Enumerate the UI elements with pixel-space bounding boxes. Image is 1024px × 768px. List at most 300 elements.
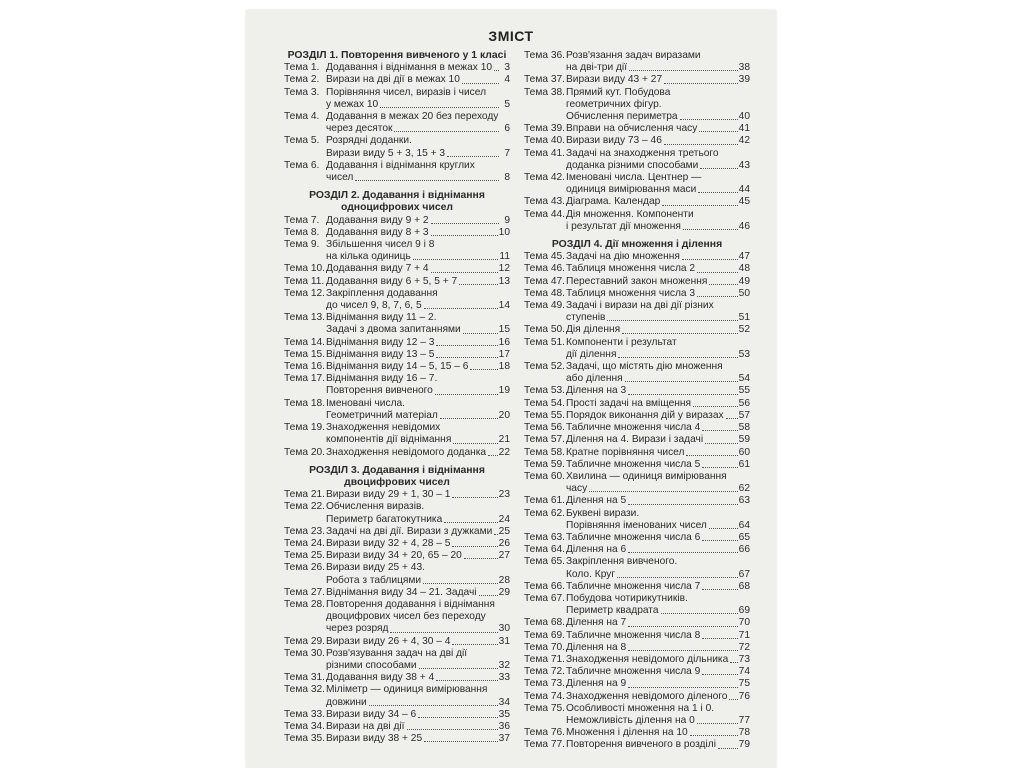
topic-title: Розрядні доданки. <box>326 135 412 147</box>
toc-entry <box>524 593 750 617</box>
topic-title: Вирази виду 29 + 1, 30 – 1 <box>326 489 451 501</box>
section-heading: РОЗДІЛ 4. Дії множення і ділення <box>551 239 723 251</box>
toc-entry <box>524 251 750 263</box>
toc-entry <box>284 422 510 446</box>
topic-number: Тема 39. <box>524 123 565 135</box>
page-number: 47 <box>738 251 750 263</box>
page-number: 22 <box>498 446 510 458</box>
leader-dots <box>431 235 498 236</box>
toc-entry <box>524 196 750 208</box>
topic-number: Тема 33. <box>284 708 325 720</box>
toc-entry <box>284 373 510 397</box>
page-number: 74 <box>738 666 750 678</box>
leader-dots <box>488 455 498 456</box>
topic-number: Тема 43. <box>524 196 565 208</box>
topic-title: Додавання виду 7 + 4 <box>326 263 429 275</box>
topic-title: Вирази виду 32 + 4, 28 – 5 <box>326 537 451 549</box>
toc-entry <box>524 556 750 580</box>
topic-number: Тема 1. <box>284 62 320 74</box>
topic-title: Збільшення чисел 9 і 8 <box>326 239 435 251</box>
topic-number: Тема 45. <box>524 251 565 263</box>
topic-number: Тема 62. <box>524 507 565 519</box>
leader-dots <box>444 522 497 523</box>
topic-title: Задачі з двома запитаннями <box>326 324 461 336</box>
page-number: 34 <box>498 696 510 708</box>
leader-dots <box>435 394 498 395</box>
topic-title: Обчислення периметра <box>566 111 678 123</box>
topic-number: Тема 6. <box>284 159 320 171</box>
topic-title: Табличне множення числа 9 <box>566 666 701 678</box>
topic-title: Прямий кут. Побудова <box>566 86 671 98</box>
toc-entry <box>524 691 750 703</box>
page-number: 51 <box>738 312 750 324</box>
page-number: 37 <box>498 733 510 745</box>
section-heading: РОЗДІЛ 2. Додавання і віднімання одноцифрових чисел <box>309 190 485 214</box>
leader-dots <box>709 284 737 285</box>
toc-entry <box>284 337 510 349</box>
topic-title: Периметр квадрата <box>566 605 659 617</box>
leader-dots <box>729 699 737 700</box>
page-number: 18 <box>498 361 510 373</box>
topic-title: Закріплення вивченого. <box>566 556 678 568</box>
topic-title: двоцифрових чисел без переходу <box>326 611 486 623</box>
topic-title: Задачі, що містять дію множення <box>566 361 723 373</box>
topic-number: Тема 68. <box>524 617 565 629</box>
leader-dots <box>452 644 497 645</box>
page-number: 72 <box>738 641 750 653</box>
topic-number: Тема 25. <box>284 550 325 562</box>
page-number: 70 <box>738 617 750 629</box>
topic-title: чисел <box>326 172 354 184</box>
topic-title: Іменовані числа. <box>326 397 406 409</box>
topic-title: Прості задачі на вміщення <box>566 397 692 409</box>
leader-dots <box>700 168 737 169</box>
topic-title: Вирази виду 25 + 43. <box>326 562 425 574</box>
topic-title: Вирази виду 38 + 25 <box>326 733 423 745</box>
toc-entry <box>524 337 750 361</box>
topic-number: Тема 10. <box>284 263 325 275</box>
page-title: ЗМІСТ <box>488 28 534 44</box>
page-number: 26 <box>498 537 510 549</box>
leader-dots <box>693 406 738 407</box>
page-number: 7 <box>504 147 510 159</box>
page-number: 38 <box>738 62 750 74</box>
topic-title: Табличне множення числа 6 <box>566 531 701 543</box>
topic-title: Знаходження невідомого доданка <box>326 446 487 458</box>
page-number: 8 <box>504 172 510 184</box>
toc-entry <box>524 654 750 666</box>
page-number: 49 <box>738 275 750 287</box>
leader-dots <box>459 284 498 285</box>
topic-number: Тема 5. <box>284 135 320 147</box>
page-number: 9 <box>504 214 510 226</box>
toc-entry <box>284 721 510 733</box>
toc-entry <box>284 648 510 672</box>
topic-number: Тема 31. <box>284 672 325 684</box>
topic-title: Неможливість ділення на 0 <box>566 714 695 726</box>
page-number: 4 <box>504 74 510 86</box>
leader-dots <box>662 205 737 206</box>
toc-entry <box>284 684 510 708</box>
topic-title: Додавання в межах 20 без переходу <box>326 111 499 123</box>
toc-entry <box>524 544 750 556</box>
topic-number: Тема 51. <box>524 336 565 348</box>
leader-dots <box>390 632 497 633</box>
leader-dots <box>628 552 737 553</box>
leader-dots <box>702 540 737 541</box>
page-number: 77 <box>738 714 750 726</box>
page-number: 13 <box>498 275 510 287</box>
topic-number: Тема 61. <box>524 495 565 507</box>
leader-dots <box>686 455 737 456</box>
topic-number: Тема 46. <box>524 263 565 275</box>
leader-dots <box>705 443 738 444</box>
topic-title: Задачі на дію множення <box>566 251 680 263</box>
toc-entry <box>524 471 750 495</box>
page-number: 78 <box>738 727 750 739</box>
topic-number: Тема 64. <box>524 544 565 556</box>
topic-title: Кратне порівняння чисел <box>566 446 685 458</box>
leader-dots <box>697 272 738 273</box>
section-heading: РОЗДІЛ 3. Додавання і віднімання двоцифрових чисел <box>309 464 485 488</box>
leader-dots <box>702 467 737 468</box>
topic-title: Таблиця множення числа 2 <box>566 263 696 275</box>
topic-title: на дві-три дії <box>566 62 628 74</box>
toc-entry <box>524 74 750 86</box>
leader-dots <box>726 418 738 419</box>
toc-entry <box>524 739 750 751</box>
toc-entry <box>524 703 750 727</box>
leader-dots <box>453 443 497 444</box>
leader-dots <box>702 674 737 675</box>
leader-dots <box>680 119 738 120</box>
toc-entry <box>524 361 750 385</box>
page-number: 14 <box>498 300 510 312</box>
topic-number: Тема 12. <box>284 287 325 299</box>
topic-number: Тема 9. <box>284 239 320 251</box>
page-number: 40 <box>738 111 750 123</box>
toc-entry <box>284 709 510 721</box>
topic-title: Робота з таблицями <box>326 574 422 586</box>
page-number: 42 <box>738 135 750 147</box>
leader-dots <box>452 546 497 547</box>
toc-entry <box>524 300 750 324</box>
toc-entry <box>284 215 510 227</box>
leader-dots <box>683 229 738 230</box>
toc-entry <box>284 111 510 135</box>
topic-number: Тема 54. <box>524 397 565 409</box>
topic-title: Побудова чотирикутників. <box>566 592 688 604</box>
topic-number: Тема 69. <box>524 629 565 641</box>
topic-title: у межах 10 <box>326 98 379 110</box>
toc-entry <box>284 526 510 538</box>
topic-number: Тема 65. <box>524 556 565 568</box>
toc-entry <box>284 239 510 263</box>
leader-dots <box>418 717 497 718</box>
toc-entry <box>524 276 750 288</box>
page-number: 48 <box>738 263 750 275</box>
topic-number: Тема 47. <box>524 275 565 287</box>
leader-dots <box>462 83 499 84</box>
leader-dots <box>369 705 498 706</box>
toc-entry <box>284 636 510 648</box>
topic-number: Тема 57. <box>524 434 565 446</box>
topic-number: Тема 7. <box>284 214 320 226</box>
page-number: 16 <box>498 336 510 348</box>
page-number: 66 <box>738 544 750 556</box>
topic-title: Додавання виду 38 + 4 <box>326 672 435 684</box>
page-number: 10 <box>498 226 510 238</box>
topic-title: доданка різними способами <box>566 159 699 171</box>
page-number: 63 <box>738 495 750 507</box>
topic-title: Переставний закон множення <box>566 275 708 287</box>
topic-title: Повторення вивченого в розділі <box>566 739 716 751</box>
topic-title: Вирази на дві дії в межах 10 <box>326 74 460 86</box>
page-number: 60 <box>738 446 750 458</box>
toc-entry <box>284 62 510 74</box>
toc-column-right <box>524 50 750 752</box>
page-number: 58 <box>738 422 750 434</box>
topic-number: Тема 18. <box>284 397 325 409</box>
toc-entry <box>284 733 510 745</box>
page-number: 46 <box>738 220 750 232</box>
topic-title: Задачі на дві дії. Вирази з дужками <box>326 525 493 537</box>
leader-dots <box>628 687 737 688</box>
page-number: 54 <box>738 373 750 385</box>
leader-dots <box>618 357 737 358</box>
topic-number: Тема 60. <box>524 470 565 482</box>
toc-entry <box>284 398 510 422</box>
toc-entry <box>524 617 750 629</box>
page-number: 6 <box>504 123 510 135</box>
topic-title: Ділення на 9 <box>566 678 627 690</box>
leader-dots <box>628 650 737 651</box>
page-number: 5 <box>504 98 510 110</box>
topic-number: Тема 28. <box>284 598 325 610</box>
topic-number: Тема 48. <box>524 287 565 299</box>
toc-entry <box>524 135 750 147</box>
page-number: 21 <box>498 434 510 446</box>
topic-title: на кілька одиниць <box>326 251 411 263</box>
topic-title: Міліметр — одиниця вимірювання <box>326 684 488 696</box>
topic-title: Віднімання виду 11 – 2. <box>326 312 437 324</box>
leader-dots <box>464 558 498 559</box>
toc-entry <box>524 50 750 74</box>
topic-title: Додавання виду 6 + 5, 5 + 7 <box>326 275 458 287</box>
leader-dots <box>419 668 498 669</box>
toc-entry <box>284 160 510 184</box>
toc-entry <box>284 288 510 312</box>
toc-entry <box>524 434 750 446</box>
page-number: 45 <box>738 196 750 208</box>
leader-dots <box>664 144 738 145</box>
leader-dots <box>698 192 737 193</box>
page-number: 15 <box>498 324 510 336</box>
topic-number: Тема 59. <box>524 458 565 470</box>
topic-title: Вирази на дві дії <box>326 720 405 732</box>
toc-entry <box>284 312 510 336</box>
topic-number: Тема 70. <box>524 641 565 653</box>
page-number: 62 <box>738 483 750 495</box>
leader-dots <box>440 418 498 419</box>
toc-entry <box>284 599 510 636</box>
toc-entry <box>284 538 510 550</box>
leader-dots <box>394 131 499 132</box>
topic-title: компонентів дії віднімання <box>326 434 452 446</box>
topic-title: Табличне множення числа 4 <box>566 422 701 434</box>
topic-number: Тема 55. <box>524 409 565 421</box>
toc-entry <box>524 678 750 690</box>
topic-number: Тема 2. <box>284 74 320 86</box>
leader-dots <box>494 534 497 535</box>
topic-title: Порівняння іменованих чисел <box>566 519 707 531</box>
topic-number: Тема 53. <box>524 385 565 397</box>
leader-dots <box>697 296 738 297</box>
toc-entry <box>524 447 750 459</box>
topic-title: Хвилина — одиниця вимірювання <box>566 470 727 482</box>
topic-number: Тема 8. <box>284 226 320 238</box>
topic-title: до чисел 9, 8, 7, 6, 5 <box>326 300 422 312</box>
leader-dots <box>413 259 499 260</box>
page-number: 31 <box>498 635 510 647</box>
topic-title: Діаграма. Календар <box>566 196 661 208</box>
toc-entry <box>524 532 750 544</box>
topic-title: Табличне множення числа 8 <box>566 629 701 641</box>
topic-number: Тема 29. <box>284 635 325 647</box>
topic-title: Додавання виду 8 + 3 <box>326 226 429 238</box>
topic-title: Периметр багатокутника <box>326 513 443 525</box>
leader-dots <box>436 345 497 346</box>
page-number: 68 <box>738 580 750 592</box>
leader-dots <box>709 528 738 529</box>
page-number: 65 <box>738 531 750 543</box>
leader-dots <box>628 504 737 505</box>
leader-dots <box>436 680 497 681</box>
leader-dots <box>463 333 498 334</box>
topic-number: Тема 75. <box>524 702 565 714</box>
topic-number: Тема 34. <box>284 720 325 732</box>
leader-dots <box>664 83 738 84</box>
topic-number: Тема 11. <box>284 275 325 287</box>
leader-dots <box>661 613 738 614</box>
topic-title: Віднімання виду 12 – 3 <box>326 336 435 348</box>
leader-dots <box>730 662 737 663</box>
topic-title: Табличне множення числа 7 <box>566 580 701 592</box>
toc-entry <box>284 501 510 525</box>
toc-entry <box>524 422 750 434</box>
topic-number: Тема 58. <box>524 446 565 458</box>
leader-dots <box>423 583 498 584</box>
toc-entry <box>524 410 750 422</box>
topic-title: Вирази виду 34 – 6 <box>326 708 417 720</box>
topic-title: Коло. Круг <box>566 568 616 580</box>
leader-dots <box>702 589 737 590</box>
topic-title: і результат дії множення <box>566 220 681 232</box>
topic-title: Обчислення виразів. <box>326 501 425 513</box>
topic-number: Тема 20. <box>284 446 325 458</box>
toc-entry <box>284 587 510 599</box>
toc-entry <box>524 459 750 471</box>
topic-title: Розв'язання задач виразами <box>566 50 701 61</box>
topic-number: Тема 24. <box>284 537 325 549</box>
page-number: 19 <box>498 385 510 397</box>
topic-number: Тема 50. <box>524 324 565 336</box>
topic-title: Вирази виду 73 – 46 <box>566 135 662 147</box>
page-number: 52 <box>738 324 750 336</box>
topic-number: Тема 13. <box>284 312 325 324</box>
topic-number: Тема 26. <box>284 562 325 574</box>
topic-title: Буквені вирази. <box>566 507 640 519</box>
leader-dots <box>436 357 497 358</box>
leader-dots <box>702 430 737 431</box>
topic-title: Знаходження невідомого діленого <box>566 690 728 702</box>
topic-number: Тема 74. <box>524 690 565 702</box>
topic-title: Повторення вивченого <box>326 385 433 397</box>
topic-title: Задачі і вирази на дві дії різних <box>566 300 714 312</box>
topic-title: Особливості множення на 1 і 0. <box>566 702 715 714</box>
toc-entry <box>524 642 750 654</box>
topic-title: Закріплення додавання <box>326 287 438 299</box>
topic-title: Віднімання виду 13 – 5 <box>326 348 435 360</box>
leader-dots <box>718 748 738 749</box>
topic-title: Додавання виду 9 + 2 <box>326 214 429 226</box>
topic-title: Вирази виду 26 + 4, 30 – 4 <box>326 635 451 647</box>
page-number: 32 <box>498 659 510 671</box>
toc-entry <box>284 361 510 373</box>
topic-number: Тема 32. <box>284 684 325 696</box>
topic-title: різними способами <box>326 659 417 671</box>
page-number: 53 <box>738 348 750 360</box>
topic-title: Ділення на 4. Вирази і задачі <box>566 434 704 446</box>
toc-entry <box>524 87 750 124</box>
topic-number: Тема 35. <box>284 733 325 745</box>
topic-title: або ділення <box>566 373 623 385</box>
page-number: 24 <box>498 513 510 525</box>
leader-dots <box>452 497 497 498</box>
topic-number: Тема 76. <box>524 727 565 739</box>
topic-title: Знаходження невідомого дільника <box>566 653 729 665</box>
topic-title: Ділення на 7 <box>566 617 627 629</box>
page-number: 30 <box>498 623 510 635</box>
topic-title: Задачі на знаходження третього <box>566 147 719 159</box>
document-page <box>246 10 776 768</box>
toc-entry <box>284 550 510 562</box>
topic-title: Табличне множення числа 5 <box>566 458 701 470</box>
topic-title: Дія ділення <box>566 324 621 336</box>
toc-entry <box>524 324 750 336</box>
leader-dots <box>699 131 737 132</box>
toc-entry <box>524 385 750 397</box>
topic-number: Тема 56. <box>524 422 565 434</box>
topic-title: одиниця вимірювання маси <box>566 184 697 196</box>
page-number: 43 <box>738 159 750 171</box>
page-number: 57 <box>738 409 750 421</box>
page-number: 41 <box>738 123 750 135</box>
toc-entry <box>284 672 510 684</box>
toc-entry <box>284 562 510 586</box>
leader-dots <box>622 333 738 334</box>
page-number: 12 <box>498 263 510 275</box>
topic-number: Тема 16. <box>284 361 325 373</box>
topic-title: Порівняння чисел, виразів і чисел <box>326 86 487 98</box>
leader-dots <box>589 491 737 492</box>
topic-title: Додавання і віднімання круглих <box>326 159 475 171</box>
topic-title: через десяток <box>326 123 393 135</box>
toc-entry <box>284 489 510 501</box>
toc-entry <box>524 495 750 507</box>
leader-dots <box>607 320 737 321</box>
toc-entry <box>284 87 510 111</box>
